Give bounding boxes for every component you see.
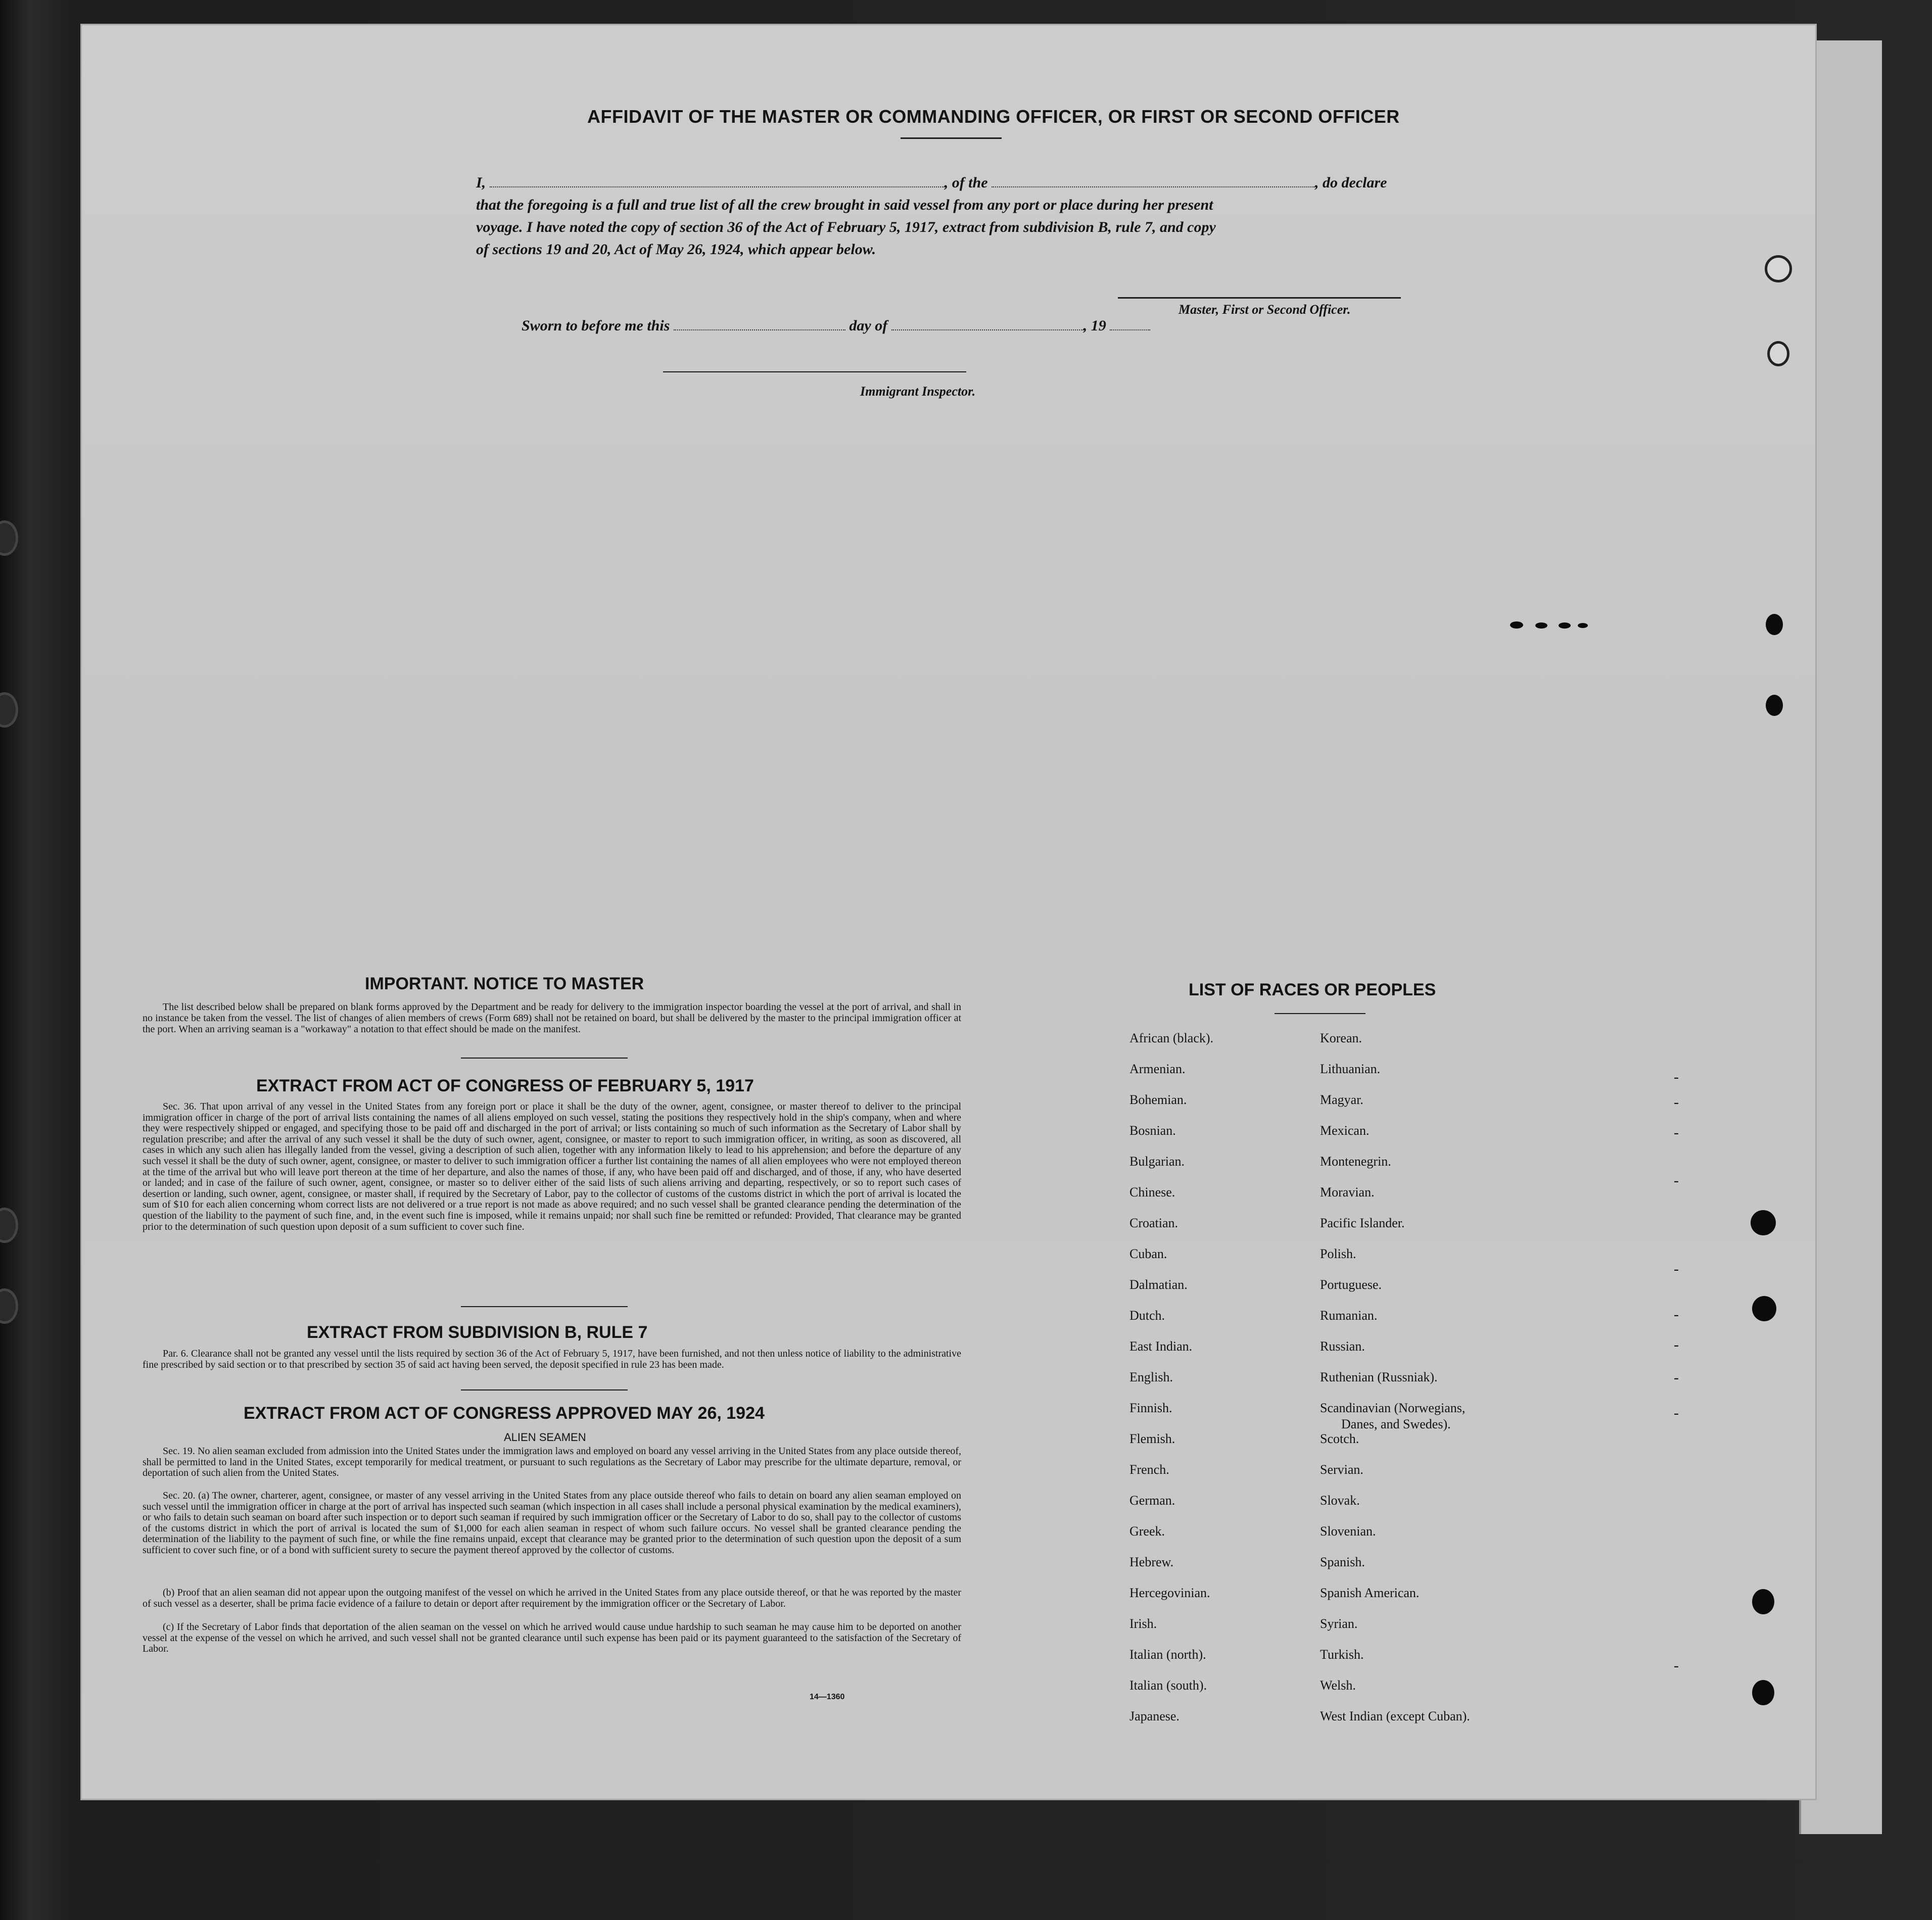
race-item: Japanese. bbox=[1129, 1709, 1180, 1723]
race-item: Slovak. bbox=[1320, 1493, 1360, 1508]
affidavit-vessel-field[interactable] bbox=[992, 176, 1315, 187]
race-item: Hebrew. bbox=[1129, 1555, 1174, 1569]
race-item: Scandinavian (Norwegians, bbox=[1320, 1401, 1466, 1415]
extract-1924-title: EXTRACT FROM ACT OF CONGRESS APPROVED MAY 26, 1924 bbox=[244, 1404, 765, 1423]
race-item: Greek. bbox=[1129, 1524, 1165, 1539]
race-item: Scotch. bbox=[1320, 1431, 1359, 1446]
race-item: Ruthenian (Russniak). bbox=[1320, 1370, 1438, 1384]
race-item: Croatian. bbox=[1129, 1216, 1179, 1230]
race-item: Armenian. bbox=[1129, 1062, 1186, 1076]
ink-speck bbox=[1559, 622, 1571, 629]
section-rule-3 bbox=[461, 1389, 628, 1390]
race-item: Portuguese. bbox=[1320, 1277, 1382, 1292]
master-signature-label: Master, First or Second Officer. bbox=[1179, 302, 1351, 317]
race-item: Slovenian. bbox=[1320, 1524, 1376, 1539]
affidavit-of-the: , of the bbox=[944, 174, 988, 191]
race-item: African (black). bbox=[1129, 1031, 1214, 1045]
affidavit-line4: of sections 19 and 20, Act of May 26, 1924, which appear below. bbox=[476, 241, 876, 258]
punch-hole bbox=[1752, 1589, 1774, 1614]
race-item-continuation: Danes, and Swedes). bbox=[1341, 1417, 1451, 1431]
race-item: Servian. bbox=[1320, 1462, 1363, 1477]
race-item: Dalmatian. bbox=[1129, 1277, 1188, 1292]
extract-1924-sec20b: (b) Proof that an alien seaman did not appear upon the outgoing manifest of the vessel on which he arrived in the United States from any place outside thereof, or that he was reported by the master of such vessel as a deserter, shall be prima facie evidence of a failure to detain or deport after requirement by the immigration officer or the Secretary of Labor. bbox=[143, 1587, 961, 1609]
race-item: Moravian. bbox=[1320, 1185, 1375, 1199]
race-item: Pacific Islander. bbox=[1320, 1216, 1405, 1230]
extract-1924-sec20a: Sec. 20. (a) The owner, charterer, agent, consignee, or master of any vessel arriving in the United States from any place outside thereof who fails to detain on board any alien seaman employed on such vessel until the immigration officer in charge at the port of arrival has inspected such seaman (which inspection in all cases shall include a personal physical examination by the medical examiners), or who fails to detain such seaman on board after such inspection or to deport such seaman if required by such immigration officer or the Secretary of Labor to do so, shall pay to the collector of customs of the customs district in which the port of arrival is located the sum of $1,000 for each alien seaman in respect of whom such failure occurs. No vessel shall be granted clearance pending the determination of the liability to the payment of such fine, or while the fine remains unpaid, except that clearance may be granted prior to the determination of such question upon the deposit of a sum sufficient to cover such fine, or of a bond with sufficient surety to secure the payment thereof approved by the collector of customs. bbox=[143, 1490, 961, 1556]
inspector-label: Immigrant Inspector. bbox=[860, 384, 976, 399]
race-item: French. bbox=[1129, 1462, 1169, 1477]
ink-speck bbox=[1535, 622, 1547, 629]
affidavit-i: I, bbox=[476, 174, 486, 191]
punch-hole-ring bbox=[1765, 255, 1792, 282]
sworn-year-field[interactable] bbox=[1110, 320, 1150, 330]
race-item: Mexican. bbox=[1320, 1123, 1370, 1138]
extract-1917-title: EXTRACT FROM ACT OF CONGRESS OF FEBRUARY 5, 1917 bbox=[256, 1076, 754, 1095]
section-rule-1 bbox=[461, 1058, 628, 1059]
race-item: Montenegrin. bbox=[1320, 1154, 1391, 1169]
punch-hole bbox=[1766, 614, 1783, 635]
form-number: 14—1360 bbox=[810, 1693, 845, 1701]
extract-1924-sec20c: (c) If the Secretary of Labor finds that deportation of the alien seaman on the vessel on which he arrived would cause undue hardship to such seaman he may cause him to be deported on another vessel at the expense of the vessel on which he arrived, and such vessel shall not be granted clearance until such expense has been paid or its payment guaranteed to the satisfaction of the Secretary of Labor. bbox=[143, 1621, 961, 1655]
sworn-day-of: day of bbox=[849, 317, 888, 334]
inspector-signature-line[interactable] bbox=[663, 371, 966, 372]
race-item: Chinese. bbox=[1129, 1185, 1175, 1199]
tick-mark: - bbox=[1674, 1405, 1679, 1421]
affidavit-text bbox=[476, 172, 1563, 261]
affidavit-line3: voyage. I have noted the copy of section 36 of the Act of February 5, 1917, extract from subdivision B, rule 7, and copy bbox=[476, 219, 1216, 235]
tick-mark: - bbox=[1674, 1336, 1679, 1353]
ink-speck bbox=[1578, 623, 1588, 628]
sworn-line bbox=[522, 317, 1150, 334]
section-rule-2 bbox=[461, 1306, 628, 1307]
race-item: Turkish. bbox=[1320, 1647, 1364, 1662]
tick-mark: - bbox=[1674, 1094, 1679, 1111]
extract-rule7-title: EXTRACT FROM SUBDIVISION B, RULE 7 bbox=[307, 1323, 648, 1342]
race-item: Spanish American. bbox=[1320, 1586, 1420, 1600]
affidavit-name-field[interactable] bbox=[490, 176, 945, 187]
sworn-day-field[interactable] bbox=[674, 320, 845, 330]
race-item: Italian (south). bbox=[1129, 1678, 1207, 1693]
punch-hole bbox=[1751, 1210, 1776, 1235]
sworn-label: Sworn to before me this bbox=[522, 317, 670, 334]
punch-hole-ring bbox=[1767, 341, 1789, 366]
master-signature-line[interactable] bbox=[1118, 297, 1401, 299]
tick-mark: - bbox=[1674, 1172, 1679, 1189]
tick-mark: - bbox=[1674, 1657, 1679, 1674]
race-item: Syrian. bbox=[1320, 1616, 1358, 1631]
race-item: Bulgarian. bbox=[1129, 1154, 1185, 1169]
punch-hole bbox=[1766, 695, 1783, 716]
race-item: Bohemian. bbox=[1129, 1092, 1187, 1107]
affidavit-title-rule bbox=[901, 137, 1002, 139]
tick-mark: - bbox=[1674, 1306, 1679, 1323]
affidavit-title: AFFIDAVIT OF THE MASTER OR COMMANDING OFFICER, OR FIRST OR SECOND OFFICER bbox=[587, 106, 1400, 127]
tick-mark: - bbox=[1674, 1369, 1679, 1386]
race-item: Flemish. bbox=[1129, 1431, 1175, 1446]
notice-body: The list described below shall be prepared on blank forms approved by the Department and be ready for delivery to the immigration inspector boarding the vessel at the port of arrival, and shall in no instance be taken from the vessel. The list of changes of alien members of crews (Form 689) shall not be retained on board, but shall be delivered by the master to the principal immigration officer at the port. When an arriving seaman is a "workaway" a notation to that effect should be made on the manifest. bbox=[143, 1001, 961, 1035]
race-item: Hercegovinian. bbox=[1129, 1586, 1210, 1600]
race-item: Italian (north). bbox=[1129, 1647, 1206, 1662]
race-item: Polish. bbox=[1320, 1246, 1356, 1261]
race-item: Bosnian. bbox=[1129, 1123, 1176, 1138]
form-page bbox=[82, 25, 1815, 1799]
race-item: Lithuanian. bbox=[1320, 1062, 1381, 1076]
sworn-month-field[interactable] bbox=[891, 320, 1083, 330]
race-item: Finnish. bbox=[1129, 1401, 1172, 1415]
race-item: Welsh. bbox=[1320, 1678, 1356, 1693]
races-title: LIST OF RACES OR PEOPLES bbox=[1189, 980, 1436, 999]
race-item: Spanish. bbox=[1320, 1555, 1365, 1569]
extract-1917-body: Sec. 36. That upon arrival of any vessel in the United States from any foreign port or place it shall be the duty of the owner, agent, consignee, or master thereof to deliver to the principal immigration officer in charge of the port of arrival lists containing the names of all aliens employed on such vessel, stating the positions they respectively hold in the ship's company, when and where they were respectively shipped or engaged, and specifying those to be paid off and discharged in the port of arrival; or lists containing so much of such information as the Secretary of Labor shall by regulation prescribe; and after the arrival of any such vessel it shall be the duty of such owner, agent, consignee, or master to report to such immigration officer, in writing, as soon as discovered, all cases in which any such alien has illegally landed from the vessel, giving a description of such alien, together with any information likely to lead to his apprehension; and before the departure of any such vessel it shall be the duty of such owner, agent, consignee, or master to deliver to such immigration officer a further list containing the names of all alien employees who were not employed thereon at the time of the arrival but who will leave port thereon at the time of her departure, and also the names of those, if any, who have been paid off and discharged, and of those, if any, who have deserted or landed; and in case of the failure of such owner, agent, consignee, or master so to deliver either of the said lists of such aliens arriving and departing, respectively, or so to report such cases of desertion or landing, such owner, agent, consignee, or master shall, if required by the Secretary of Labor, pay to the collector of customs of the customs district in which the port of arrival is located the sum of $10 for each alien concerning whom correct lists are not delivered or a true report is not made as above required; and no such vessel shall be granted clearance pending the determination of the question of the liability to the payment of such fine, and, in the event such fine is imposed, while it remains unpaid; nor shall such fine be remitted or refunded: Provided, That clearance may be granted prior to the determination of such question upon deposit of a sum sufficient to cover such fine. bbox=[143, 1101, 961, 1232]
tick-mark: - bbox=[1674, 1069, 1679, 1085]
notice-title: IMPORTANT. NOTICE TO MASTER bbox=[365, 974, 644, 993]
sworn-year: , 19 bbox=[1083, 317, 1106, 334]
race-item: Irish. bbox=[1129, 1616, 1157, 1631]
race-item: German. bbox=[1129, 1493, 1175, 1508]
extract-1924-sec19: Sec. 19. No alien seaman excluded from admission into the United States under the immigration laws and employed on board any vessel arriving in the United States from any place outside thereof, shall be permitted to land in the United States, except temporarily for medical treatment, or pursuant to such regulations as the Secretary of Labor may prescribe for the ultimate departure, removal, or deportation of such alien from the United States. bbox=[143, 1446, 961, 1479]
race-item: Cuban. bbox=[1129, 1246, 1167, 1261]
affidavit-do-declare: , do declare bbox=[1315, 174, 1387, 191]
race-item: Russian. bbox=[1320, 1339, 1365, 1354]
affidavit-line2: that the foregoing is a full and true list of all the crew brought in said vessel from any port or place during her present bbox=[476, 197, 1213, 213]
ink-speck bbox=[1510, 621, 1523, 629]
race-item: East Indian. bbox=[1129, 1339, 1193, 1354]
punch-hole bbox=[1752, 1680, 1774, 1705]
races-title-rule bbox=[1275, 1013, 1365, 1014]
race-item: West Indian (except Cuban). bbox=[1320, 1709, 1470, 1723]
extract-rule7-body: Par. 6. Clearance shall not be granted any vessel until the lists required by section 36 of the Act of February 5, 1917, have been furnished, and not then unless notice of liability to the administrative fine prescribed by said section or to that prescribed by section 35 of said act having been served, the deposit specified in rule 23 has been made. bbox=[143, 1348, 961, 1370]
race-item: Rumanian. bbox=[1320, 1308, 1378, 1323]
punch-hole bbox=[1752, 1296, 1776, 1321]
tick-mark: - bbox=[1674, 1124, 1679, 1141]
race-item: Korean. bbox=[1320, 1031, 1362, 1045]
extract-1924-subtitle: ALIEN SEAMEN bbox=[504, 1431, 586, 1444]
race-item: Magyar. bbox=[1320, 1092, 1363, 1107]
race-item: Dutch. bbox=[1129, 1308, 1165, 1323]
tick-mark: - bbox=[1674, 1261, 1679, 1277]
race-item: English. bbox=[1129, 1370, 1173, 1384]
